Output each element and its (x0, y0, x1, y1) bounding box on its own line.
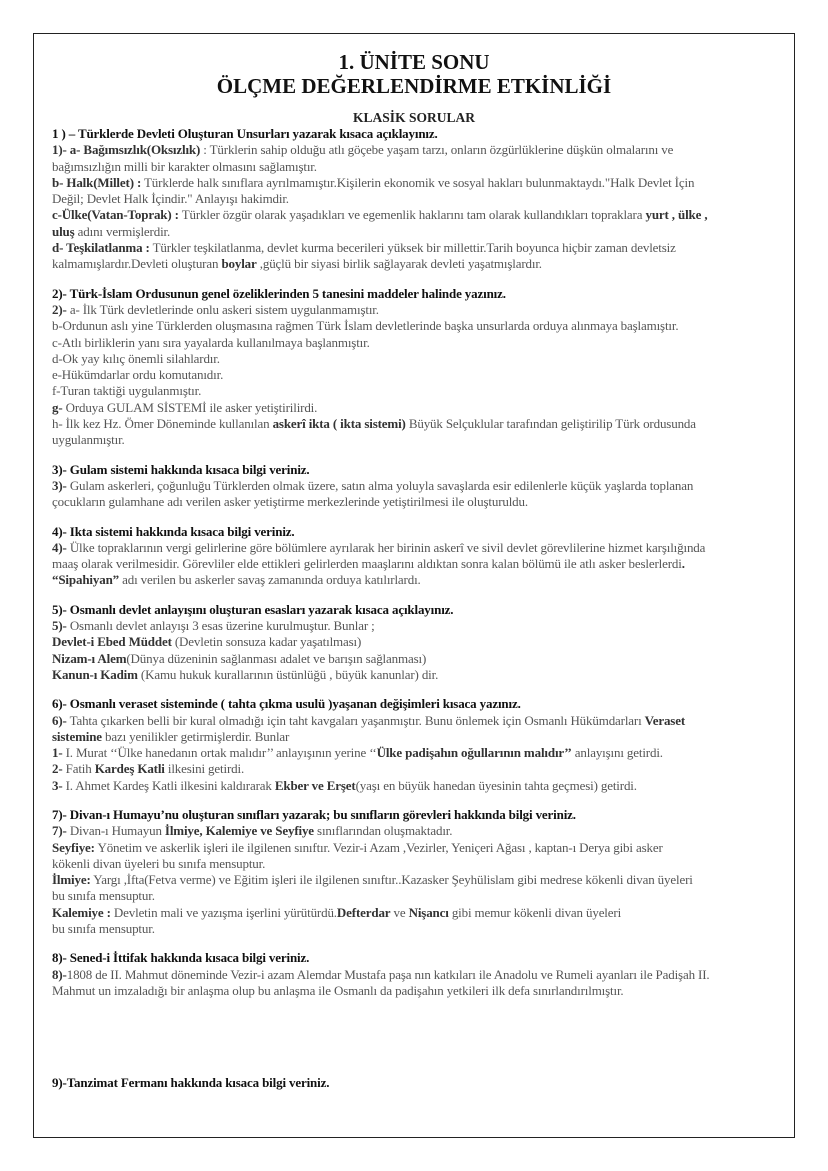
bold-term: 2)- (52, 301, 67, 317)
bold-term: Devlet-i Ebed Müddet (52, 634, 172, 650)
answer-line (52, 240, 792, 256)
answer-line (52, 572, 792, 588)
answer-line (52, 302, 792, 318)
question-heading (52, 462, 792, 478)
answer-line (52, 667, 792, 683)
answer-text: bu sınıfa mensuptur. (52, 888, 155, 904)
bold-term: Nizam-ı Alem (52, 650, 127, 666)
answer-line (52, 175, 792, 191)
answer-text: (Kamu hukuk kurallarının üstünlüğü , büyük kanunlar) dir. (137, 666, 439, 682)
bold-term: yurt , ülke , (645, 207, 708, 223)
question-section-2 (52, 286, 792, 449)
bold-term: boylar (221, 256, 257, 272)
bold-term: 1- (52, 745, 63, 761)
answer-text: c-Atlı birliklerin yanı sıra yayalarda kullanılmaya başlanmıştır. (52, 334, 370, 350)
section-heading-klasik-sorular: KLASİK SORULAR (353, 110, 475, 125)
question-section-6 (52, 696, 792, 794)
bold-term: askerî ikta ( ikta sistemi) (272, 416, 406, 432)
question-text: 9)-Tanzimat Fermanı hakkında kısaca bilgi veriniz. (52, 1075, 330, 1091)
question-section-3 (52, 462, 792, 511)
answer-text: h- İlk kez Hz. Ömer Döneminde kullanılan (52, 416, 273, 432)
answer-text: ve (390, 904, 409, 920)
question-heading (52, 1075, 792, 1091)
answer-text: Mahmut un imzaladığı bir anlaşma olup bu anlaşma ile Osmanlı da padişahın yetkileri ilk defa sınırlandırılmıştır. (52, 982, 624, 998)
answer-text: Büyük Selçuklular tarafından geliştirilip Türk ordusunda (405, 416, 696, 432)
document-subtitle-title: ÖLÇME DEĞERLENDİRME ETKİNLİĞİ (216, 74, 612, 98)
answer-text: gibi memur kökenli divan üyeleri (448, 904, 622, 920)
answer-line (52, 351, 792, 367)
answer-line (52, 556, 792, 572)
answer-line (52, 778, 792, 794)
answer-line (52, 142, 792, 158)
answer-text: bu sınıfa mensuptur. (52, 921, 155, 937)
bold-term: g- (52, 399, 63, 415)
answer-text: : Türklerin sahip olduğu atlı göçebe yaşam tarzı, onların özgürlüklerine düşkün olmalarını ve (200, 142, 674, 158)
question-section-1 (52, 126, 792, 273)
question-heading (52, 950, 792, 966)
answer-text: bağımsızlığın milli bir karakter olmasını sağlamıştır. (52, 158, 317, 174)
answer-line (52, 856, 792, 872)
answer-line (52, 618, 792, 634)
answer-line (52, 761, 792, 777)
bold-term: 4)- (52, 539, 67, 555)
answer-line (52, 872, 792, 888)
bold-term: İlmiye, Kalemiye ve Seyfiye (164, 823, 314, 839)
answer-line (52, 540, 792, 556)
answer-line (52, 478, 792, 494)
answer-line (52, 745, 792, 761)
answer-text: Türkler teşkilatlanma, devlet kurma becerileri yüksek bir millettir.Tarih boyunca hiçbir zaman devletsiz (149, 240, 676, 256)
answer-text: Divan-ı Humayun (66, 823, 165, 839)
answer-text: (yaşı en büyük hanedan üyesinin tahta geçmesi) getirdi. (355, 777, 637, 793)
document-title: 1. ÜNİTE SONU (338, 50, 490, 74)
answer-line (52, 400, 792, 416)
answer-line (52, 888, 792, 904)
answer-text: Orduya GULAM SİSTEMİ ile asker yetiştirilirdi. (62, 399, 318, 415)
questions-content (52, 126, 792, 1092)
bold-term: Kalemiye : (52, 904, 111, 920)
bold-term: 6)- (52, 712, 67, 728)
answer-text: adını vermişlerdir. (74, 223, 171, 239)
answer-text: sınıflarından oluşmaktadır. (313, 823, 453, 839)
bold-term: c-Ülke(Vatan-Toprak) : (52, 207, 179, 223)
bold-term: 3- (52, 777, 63, 793)
bold-term: Defterdar (336, 904, 391, 920)
answer-text: kalmamışlardır.Devleti oluşturan (52, 256, 222, 272)
answer-line (52, 494, 792, 510)
answer-text: ,güçlü bir siyasi birlik sağlayarak devleti yaşatmışlardır. (256, 256, 542, 272)
answer-line (52, 335, 792, 351)
answer-text: Değil; Devlet Halk İçindir." Anlayışı hakimdir. (52, 191, 289, 207)
answer-text: Türklerde halk sınıflara ayrılmamıştır.Kişilerin ekonomik ve sosyal hakları bulunmaktaydı."Halk Devlet İçin (141, 174, 695, 190)
answer-text: b-Ordunun aslı yine Türklerden oluşmasına rağmen Türk İslam devletlerinde başka unsurlarda orduya alınmaya başlamıştır. (52, 318, 679, 334)
question-section-8 (52, 950, 792, 999)
bold-term: Kardeş Katli (94, 761, 165, 777)
question-section-9 (52, 1075, 792, 1091)
answer-text: I. Ahmet Kardeş Katli ilkesini kaldırarak (62, 777, 275, 793)
answer-line (52, 191, 792, 207)
question-heading (52, 696, 792, 712)
answer-line (52, 651, 792, 667)
answer-text: (Dünya düzeninin sağlanması adalet ve barışın sağlanması) (126, 650, 427, 666)
bold-term: İlmiye: (52, 872, 91, 888)
answer-text: f-Turan taktiği uygulanmıştır. (52, 383, 202, 399)
bold-term: Seyfiye: (52, 839, 95, 855)
question-section-5 (52, 602, 792, 683)
answer-text: bazı yenilikler getirmişlerdir. Bunlar (101, 728, 290, 744)
bold-term: Kanun-ı Kadim (52, 666, 138, 682)
bold-term: 1)- a- Bağımsızlık(Oksızlık) (52, 142, 201, 158)
bold-term: . (681, 556, 685, 572)
bold-term: uluş (52, 223, 75, 239)
answer-line (52, 318, 792, 334)
bold-term: 3)- (52, 477, 67, 493)
answer-line (52, 967, 792, 983)
answer-line (52, 905, 792, 921)
answer-text: a- İlk Türk devletlerinde onlu askeri sistem uygulanmamıştır. (66, 301, 379, 317)
answer-line (52, 921, 792, 937)
question-text: 3)- Gulam sistemi hakkında kısaca bilgi veriniz. (52, 461, 310, 477)
bold-term: 5)- (52, 618, 67, 634)
answer-line (52, 367, 792, 383)
answer-text: Tahta çıkarken belli bir kural olmadığı için taht kavgaları yaşanmıştır. Bunu önlemek için Osmanlı Hükümdarları (66, 712, 645, 728)
bold-term: d- Teşkilatlanma : (52, 240, 150, 256)
bold-term: sistemine (52, 728, 102, 744)
question-heading (52, 524, 792, 540)
answer-line (52, 840, 792, 856)
answer-text: Fatih (62, 761, 95, 777)
answer-text: maaş olarak verilmesidir. Görevliler elde ettikleri gelirlerden maaşlarını aldıktan sonra kalan bölümü ile atlı asker beslerlerdi (52, 556, 682, 572)
question-text: 5)- Osmanlı devlet anlayışını oluşturan esasları yazarak kısaca açıklayınız. (52, 601, 454, 617)
question-section-7 (52, 807, 792, 937)
answer-line (52, 383, 792, 399)
question-heading (52, 126, 792, 142)
answer-text: Devletin mali ve yazışma işerlini yürütürdü. (110, 904, 337, 920)
answer-text: adı verilen bu askerler savaş zamanında orduya katılırlardı. (119, 572, 421, 588)
bold-term: “Sipahiyan” (52, 572, 119, 588)
answer-line (52, 224, 792, 240)
question-text: 6)- Osmanlı veraset sisteminde ( tahta çıkma usulü )yaşanan değişimleri kısaca yazınız. (52, 696, 521, 712)
answer-line (52, 159, 792, 175)
question-text: 8)- Sened-i İttifak hakkında kısaca bilgi veriniz. (52, 950, 310, 966)
answer-text: Türkler özgür olarak yaşadıkları ve egemenlik haklarını tam olarak kullandıkları topraklara (178, 207, 646, 223)
answer-text: 1808 de II. Mahmut döneminde Vezir-i azam Alemdar Mustafa paşa nın katkıları ile Anadolu ve Rumeli ayanları ile Padişah II. (66, 966, 710, 982)
answer-text: Gulam askerleri, çoğunluğu Türklerden olmak üzere, satın alma yoluyla savaşlarda esir edilenlerle küçük yaşlarda toplanan (66, 477, 694, 493)
answer-line (52, 713, 792, 729)
bold-term: Nişancı (408, 904, 449, 920)
answer-text: kökenli divan üyeleri bu sınıfa mensuptur. (52, 855, 266, 871)
bold-term: 8)- (52, 966, 67, 982)
bold-term: Ülke padişahın oğullarının malıdır’’ (376, 745, 572, 761)
question-heading (52, 602, 792, 618)
bold-term: Veraset (644, 712, 686, 728)
answer-line (52, 823, 792, 839)
bold-term: 7)- (52, 823, 67, 839)
answer-text: I. Murat ‘‘Ülke hanedanın ortak malıdır’’ anlayışının yerine ‘‘ (62, 745, 377, 761)
question-text: 2)- Türk-İslam Ordusunun genel özeliklerinden 5 tanesini maddeler halinde yazınız. (52, 285, 506, 301)
answer-text: e-Hükümdarlar ordu komutanıdır. (52, 367, 224, 383)
answer-text: d-Ok yay kılıç önemli silahlardır. (52, 350, 220, 366)
answer-text: ilkesini getirdi. (164, 761, 245, 777)
answer-text: çocukların gulamhane adı verilen asker yetiştirme merkezlerinde yetiştirilmesi ile oluşturuldu. (52, 494, 528, 510)
question-text: 1 ) – Türklerde Devleti Oluşturan Unsurları yazarak kısaca açıklayınız. (52, 126, 438, 141)
question-text: 7)- Divan-ı Humayu’nu oluşturan sınıfları yazarak; bu sınıfların görevleri hakkında bilgi veriniz. (52, 806, 576, 822)
answer-text: Osmanlı devlet anlayışı 3 esas üzerine kurulmuştur. Bunlar ; (66, 618, 375, 634)
bold-term: Ekber ve Erşet (274, 777, 356, 793)
answer-text: Ülke topraklarının vergi gelirlerine göre bölümlere ayrılarak her birinin askerî ve sivil devlet görevlilerine hizmet karşılığında (66, 539, 706, 555)
answer-line (52, 729, 792, 745)
question-heading (52, 286, 792, 302)
answer-line (52, 983, 792, 999)
answer-text: uygulanmıştır. (52, 432, 125, 448)
question-text: 4)- Ikta sistemi hakkında kısaca bilgi veriniz. (52, 523, 295, 539)
answer-line (52, 416, 792, 432)
answer-text: Yönetim ve askerlik işleri ile ilgilenen sınıftır. Vezir-i Azam ,Vezirler, Yeniçeri Ağası , kaptan-ı Derya gibi asker (94, 839, 663, 855)
bold-term: b- Halk(Millet) : (52, 174, 142, 190)
question-heading (52, 807, 792, 823)
question-section-4 (52, 524, 792, 589)
answer-text: (Devletin sonsuza kadar yaşatılması) (171, 634, 362, 650)
answer-line (52, 634, 792, 650)
answer-line (52, 207, 792, 223)
bold-term: 2- (52, 761, 63, 777)
answer-text: Yargı ,İfta(Fetva verme) ve Eğitim işleri ile ilgilenen sınıftır..Kazasker Şeyhülislam gibi medrese kökenli divan üyeleri (90, 872, 693, 888)
answer-line (52, 256, 792, 272)
answer-text: anlayışını getirdi. (571, 745, 663, 761)
answer-line (52, 432, 792, 448)
